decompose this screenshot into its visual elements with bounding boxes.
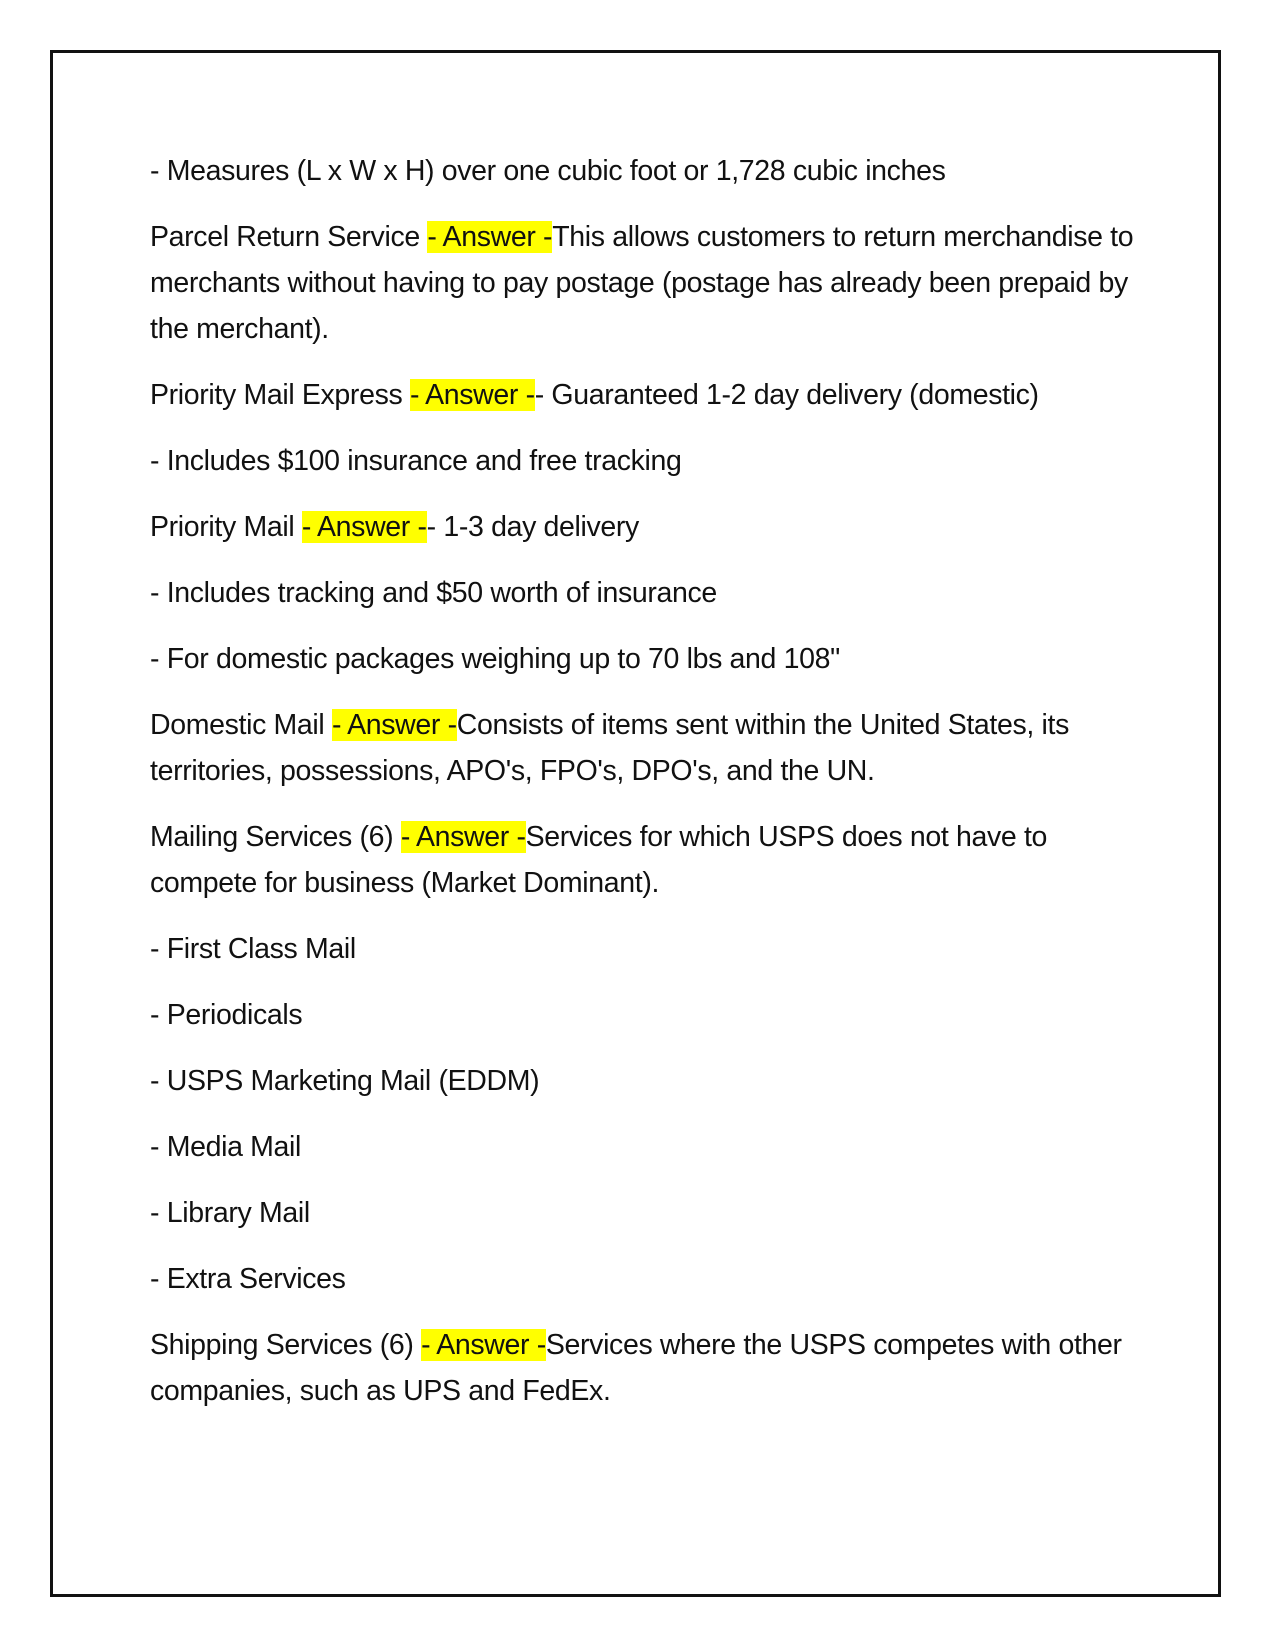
bullet-measures xyxy=(150,148,1140,194)
qa-priority-mail xyxy=(150,504,1140,550)
term: Priority Mail xyxy=(150,511,302,543)
term: Shipping Services (6) xyxy=(150,1329,422,1361)
qa-mailing-services xyxy=(150,814,1140,906)
answer-highlight: - Answer - xyxy=(331,709,457,741)
answer-highlight: - Answer - xyxy=(301,511,427,543)
paragraph-text: - For domestic packages weighing up to 70 lbs and 108" xyxy=(150,643,840,675)
answer-highlight: - Answer - xyxy=(400,821,526,853)
answer-highlight: - Answer - xyxy=(421,1329,546,1361)
bullet-first-class-mail xyxy=(150,926,1140,972)
paragraph-text: - USPS Marketing Mail (EDDM) xyxy=(150,1065,540,1097)
answer-text: Services where the USPS competes with other companies, such as UPS and FedEx. xyxy=(150,1329,1122,1407)
bullet-domestic-packages xyxy=(150,636,1140,682)
term: Mailing Services (6) xyxy=(150,821,401,853)
qa-priority-mail-express xyxy=(150,372,1140,418)
qa-domestic-mail xyxy=(150,702,1140,794)
bullet-media-mail xyxy=(150,1124,1140,1170)
paragraph-text: - Measures (L x W x H) over one cubic foot or 1,728 cubic inches xyxy=(150,155,946,187)
paragraph-text: - Extra Services xyxy=(150,1263,346,1295)
term: Parcel Return Service xyxy=(150,221,428,253)
paragraph-text: - Periodicals xyxy=(150,999,303,1031)
paragraph-text: - Media Mail xyxy=(150,1131,302,1163)
answer-highlight: - Answer - xyxy=(409,379,535,411)
answer-text: Consists of items sent within the United States, its territories, possessions, APO's, FPO's, DPO's, and the UN. xyxy=(150,709,1069,787)
paragraph-text: - Includes $100 insurance and free tracking xyxy=(150,445,682,477)
qa-shipping-services xyxy=(150,1322,1140,1414)
paragraph-text: - Library Mail xyxy=(150,1197,310,1229)
bullet-usps-marketing-mail xyxy=(150,1058,1140,1104)
answer-text: - 1-3 day delivery xyxy=(426,511,639,543)
bullet-tracking-insurance-50 xyxy=(150,570,1140,616)
bullet-periodicals xyxy=(150,992,1140,1038)
document-body xyxy=(150,148,1140,1434)
answer-text: This allows customers to return merchandise to merchants without having to pay postage (postage has already been prepaid by the merchant). xyxy=(150,221,1134,345)
bullet-extra-services xyxy=(150,1256,1140,1302)
term: Domestic Mail xyxy=(150,709,332,741)
answer-highlight: - Answer - xyxy=(427,221,553,253)
paragraph-text: - First Class Mail xyxy=(150,933,356,965)
bullet-library-mail xyxy=(150,1190,1140,1236)
bullet-insurance-100 xyxy=(150,438,1140,484)
paragraph-text: - Includes tracking and $50 worth of insurance xyxy=(150,577,717,609)
term: Priority Mail Express xyxy=(150,379,410,411)
answer-text: - Guaranteed 1-2 day delivery (domestic) xyxy=(534,379,1039,411)
qa-parcel-return-service xyxy=(150,214,1140,352)
answer-text: Services for which USPS does not have to compete for business (Market Dominant). xyxy=(150,821,1048,899)
